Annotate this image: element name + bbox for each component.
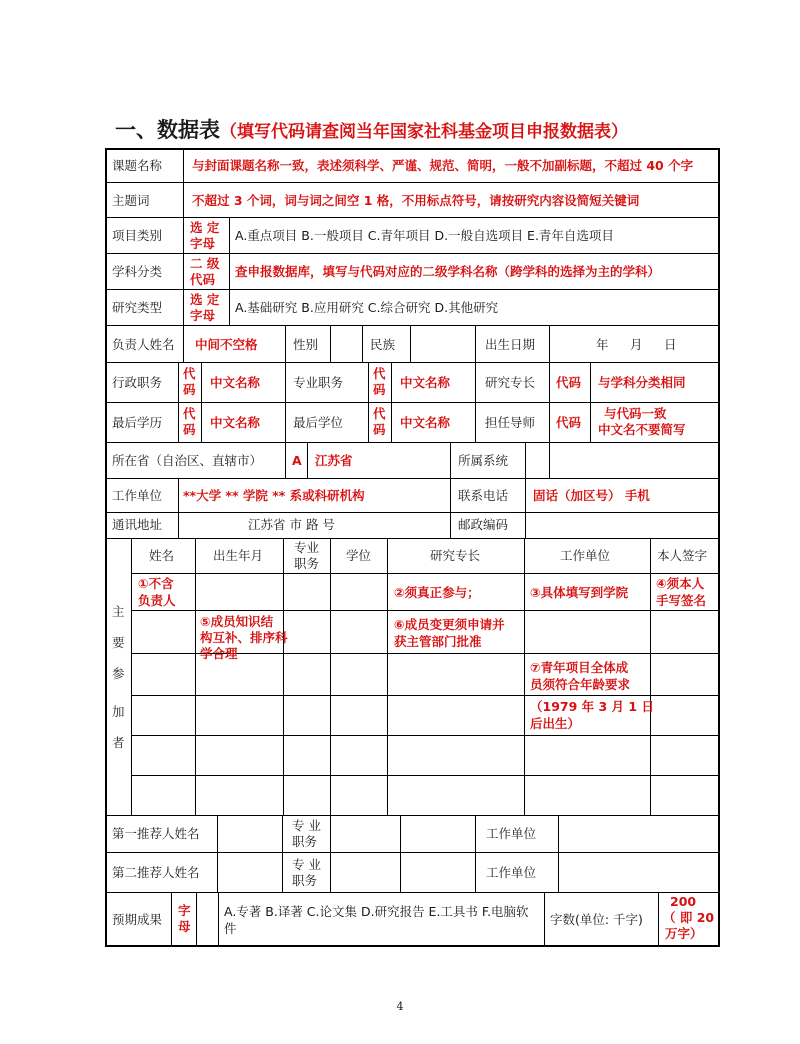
word-count-label: 字数(单位: 千字) bbox=[550, 912, 643, 927]
outcome-options-line1: A.专著 B.译著 C.论文集 D.研究报告 E.工具书 F.电脑软 bbox=[224, 904, 529, 919]
province-code[interactable]: A bbox=[292, 453, 302, 468]
outcome-code-line1: 字 bbox=[178, 903, 191, 918]
research-type-code-line1: 选 定 bbox=[190, 292, 220, 307]
system-label: 所属系统 bbox=[458, 453, 509, 468]
col-header-degree: 学位 bbox=[346, 548, 372, 563]
col-divider bbox=[368, 362, 369, 442]
members-side-label-4: 加 bbox=[112, 704, 125, 719]
col-divider bbox=[183, 325, 184, 362]
col-divider bbox=[658, 892, 659, 945]
row-divider bbox=[105, 815, 720, 816]
research-type-options: A.基础研究 B.应用研究 C.综合研究 D.其他研究 bbox=[235, 300, 499, 315]
admin-post-label: 行政职务 bbox=[112, 375, 163, 390]
note-1-line1: ①不含 bbox=[138, 576, 174, 591]
col-divider bbox=[410, 325, 411, 362]
discipline-label: 学科分类 bbox=[112, 264, 163, 279]
prof-name[interactable]: 中文名称 bbox=[400, 375, 451, 390]
col-divider bbox=[229, 217, 230, 325]
row-divider bbox=[105, 512, 720, 513]
note-5-line3: 学合理 bbox=[200, 646, 238, 661]
recommender-1-prof-line2: 职务 bbox=[292, 834, 318, 849]
col-divider bbox=[285, 325, 286, 362]
col-divider bbox=[362, 325, 363, 362]
address-value[interactable]: 江苏省 市 路 号 bbox=[248, 517, 335, 532]
col-divider bbox=[195, 538, 196, 815]
province-label: 所在省（自治区、直辖市） bbox=[112, 453, 263, 468]
topic-name-label: 课题名称 bbox=[112, 158, 163, 173]
member-row-divider bbox=[131, 775, 720, 776]
members-side-label-5: 者 bbox=[112, 735, 125, 750]
col-header-name: 姓名 bbox=[149, 548, 175, 563]
row-divider bbox=[105, 289, 720, 290]
col-header-prof-line2: 职务 bbox=[294, 556, 320, 571]
row-divider bbox=[105, 362, 720, 363]
word-count-line2: （ 即 20 bbox=[663, 910, 715, 925]
col-divider bbox=[391, 362, 392, 442]
birth-year-unit: 年 bbox=[596, 337, 609, 352]
outcome-label: 预期成果 bbox=[112, 912, 163, 927]
col-divider bbox=[283, 538, 284, 815]
phone-label: 联系电话 bbox=[458, 488, 509, 503]
members-side-label-3: 参 bbox=[112, 666, 125, 681]
title-main: 一、数据表 bbox=[115, 118, 220, 142]
note-6-line2: 获主管部门批准 bbox=[394, 634, 482, 649]
col-divider bbox=[450, 442, 451, 478]
leader-name-hint[interactable]: 中间不空格 bbox=[195, 337, 258, 352]
keywords-label: 主题词 bbox=[112, 193, 150, 208]
row-divider bbox=[105, 325, 720, 326]
note-7-line2: 员须符合年龄要求 bbox=[530, 677, 631, 692]
note-1-line2: 负责人 bbox=[138, 593, 176, 608]
mentor-label: 担任导师 bbox=[485, 415, 536, 430]
note-4-line1: ④须本人 bbox=[656, 576, 705, 591]
birth-day-unit: 日 bbox=[664, 337, 677, 352]
col-divider bbox=[590, 362, 591, 442]
recommender-1-label: 第一推荐人姓名 bbox=[112, 826, 200, 841]
member-row-divider bbox=[131, 695, 720, 696]
note-6-line1: ⑥成员变更须申请并 bbox=[394, 617, 505, 632]
col-divider bbox=[549, 325, 550, 362]
specialty-code[interactable]: 代码 bbox=[556, 375, 582, 390]
row-divider bbox=[105, 442, 720, 443]
prof-code-line2[interactable]: 码 bbox=[373, 382, 386, 397]
row-divider bbox=[105, 402, 720, 403]
table-border-right bbox=[718, 148, 720, 947]
col-divider bbox=[544, 892, 545, 945]
col-divider bbox=[178, 478, 179, 538]
table-border-bottom bbox=[105, 945, 720, 947]
education-label: 最后学历 bbox=[112, 415, 163, 430]
topic-name-hint[interactable]: 与封面课题名称一致，表述须科学、严谨、规范、简明，一般不加副标题，不超过 40 个字 bbox=[192, 158, 694, 173]
col-header-birth: 出生年月 bbox=[213, 548, 264, 563]
category-code-line1: 选 定 bbox=[190, 220, 220, 235]
mentor-hint-line2[interactable]: 中文名不要简写 bbox=[598, 422, 686, 437]
gender-label: 性别 bbox=[293, 337, 319, 352]
page-number: 4 bbox=[396, 1000, 404, 1013]
col-divider bbox=[558, 815, 559, 892]
category-code-line2[interactable]: 字母 bbox=[190, 236, 216, 251]
col-header-unit: 工作单位 bbox=[560, 548, 611, 563]
recommender-1-unit-label: 工作单位 bbox=[486, 826, 537, 841]
col-divider bbox=[196, 892, 197, 945]
col-divider bbox=[387, 538, 388, 815]
note-8-line2: 后出生） bbox=[530, 716, 581, 731]
col-divider bbox=[183, 148, 184, 325]
admin-name[interactable]: 中文名称 bbox=[210, 375, 261, 390]
mentor-code[interactable]: 代码 bbox=[556, 415, 582, 430]
title-subtitle: （填写代码请查阅当年国家社科基金项目申报数据表） bbox=[220, 122, 628, 142]
col-divider bbox=[131, 538, 132, 815]
col-header-specialty: 研究专长 bbox=[430, 548, 481, 563]
recommender-1-prof-line1: 专 业 bbox=[292, 818, 321, 833]
recommender-2-label: 第二推荐人姓名 bbox=[112, 865, 200, 880]
row-divider bbox=[105, 892, 720, 893]
note-5-line2: 构互补、排序科 bbox=[200, 630, 288, 645]
note-8-line1: （1979 年 3 月 1 日 bbox=[530, 699, 654, 714]
col-divider bbox=[307, 442, 308, 478]
row-divider bbox=[105, 478, 720, 479]
specialty-hint[interactable]: 与学科分类相同 bbox=[598, 375, 686, 390]
note-5-line1: ⑤成员知识结 bbox=[200, 614, 274, 629]
keywords-hint[interactable]: 不超过 3 个词，词与词之间空 1 格，不用标点符号，请按研究内容设简短关键词 bbox=[192, 193, 640, 208]
member-row-divider bbox=[131, 573, 720, 574]
row-divider bbox=[105, 852, 720, 853]
col-divider bbox=[330, 325, 331, 362]
members-side-label-1: 主 bbox=[112, 604, 125, 619]
degree-code-line1: 代 bbox=[373, 406, 386, 421]
col-divider bbox=[218, 892, 219, 945]
discipline-hint[interactable]: 查申报数据库，填写与代码对应的二级学科名称（跨学科的选择为主的学科） bbox=[235, 264, 661, 279]
col-divider bbox=[475, 815, 476, 892]
col-divider bbox=[549, 442, 550, 478]
ethnicity-label: 民族 bbox=[370, 337, 396, 352]
word-count-line3: 万字） bbox=[665, 926, 703, 941]
col-header-sign: 本人签字 bbox=[657, 548, 708, 563]
note-3: ③具体填写到学院 bbox=[530, 585, 629, 600]
degree-code-line2[interactable]: 码 bbox=[373, 422, 386, 437]
education-name[interactable]: 中文名称 bbox=[210, 415, 261, 430]
col-divider bbox=[650, 538, 651, 815]
member-row-divider bbox=[131, 610, 720, 611]
birth-month-unit: 月 bbox=[630, 337, 643, 352]
recommender-2-unit-label: 工作单位 bbox=[486, 865, 537, 880]
degree-label: 最后学位 bbox=[293, 415, 344, 430]
col-divider bbox=[330, 815, 331, 892]
col-divider bbox=[400, 815, 401, 892]
education-code-line2[interactable]: 码 bbox=[183, 422, 196, 437]
col-divider bbox=[285, 362, 286, 442]
member-row-divider bbox=[131, 735, 720, 736]
col-divider bbox=[450, 478, 451, 538]
members-side-label-2: 要 bbox=[112, 635, 125, 650]
phone-value[interactable]: 固话（加区号） 手机 bbox=[533, 488, 650, 503]
research-type-code-line2[interactable]: 字母 bbox=[190, 308, 216, 323]
category-label: 项目类别 bbox=[112, 228, 163, 243]
col-divider bbox=[525, 442, 526, 478]
col-divider bbox=[201, 362, 202, 442]
education-code-line1: 代 bbox=[183, 406, 196, 421]
row-divider bbox=[105, 217, 720, 218]
col-divider bbox=[171, 892, 172, 945]
birth-date-label: 出生日期 bbox=[485, 337, 536, 352]
col-divider bbox=[475, 362, 476, 442]
postcode-label: 邮政编码 bbox=[458, 517, 509, 532]
specialty-label: 研究专长 bbox=[485, 375, 536, 390]
workplace-label: 工作单位 bbox=[112, 488, 163, 503]
research-type-label: 研究类型 bbox=[112, 300, 163, 315]
word-count-line1[interactable]: 200 bbox=[670, 894, 697, 909]
note-4-line2: 手写签名 bbox=[656, 593, 707, 608]
discipline-code-line2[interactable]: 代码 bbox=[190, 272, 216, 287]
discipline-code-line1: 二 级 bbox=[190, 256, 220, 271]
note-2: ②须真正参与； bbox=[394, 585, 480, 600]
note-7-line1: ⑦青年项目全体成 bbox=[530, 660, 629, 675]
category-options: A.重点项目 B.一般项目 C.青年项目 D.一般自选项目 E.青年自选项目 bbox=[235, 228, 614, 243]
prof-post-label: 专业职务 bbox=[293, 375, 344, 390]
recommender-2-prof-line1: 专 业 bbox=[292, 857, 321, 872]
mentor-hint-line1[interactable]: 与代码一致 bbox=[604, 406, 667, 421]
row-divider bbox=[105, 182, 720, 183]
outcome-options-line2: 件 bbox=[224, 921, 237, 936]
admin-code-line1: 代 bbox=[183, 366, 196, 381]
col-divider bbox=[524, 538, 525, 815]
degree-name[interactable]: 中文名称 bbox=[400, 415, 451, 430]
col-divider bbox=[178, 362, 179, 442]
outcome-code-line2[interactable]: 母 bbox=[178, 919, 191, 934]
col-divider bbox=[475, 325, 476, 362]
leader-name-label: 负责人姓名 bbox=[112, 337, 175, 352]
col-divider bbox=[525, 478, 526, 538]
recommender-2-prof-line2: 职务 bbox=[292, 873, 318, 888]
col-divider bbox=[330, 538, 331, 815]
table-border-left bbox=[105, 148, 107, 947]
col-divider bbox=[549, 362, 550, 442]
table-border-top bbox=[105, 148, 720, 150]
col-divider bbox=[282, 815, 283, 892]
admin-code-line2[interactable]: 码 bbox=[183, 382, 196, 397]
address-label: 通讯地址 bbox=[112, 517, 163, 532]
row-divider bbox=[105, 253, 720, 254]
row-divider bbox=[105, 538, 720, 539]
prof-code-line1: 代 bbox=[373, 366, 386, 381]
col-divider bbox=[217, 815, 218, 892]
col-divider bbox=[285, 442, 286, 478]
workplace-value[interactable]: **大学 ** 学院 ** 系或科研机构 bbox=[183, 488, 365, 503]
province-value[interactable]: 江苏省 bbox=[315, 453, 353, 468]
col-header-prof-line1: 专业 bbox=[294, 540, 320, 555]
